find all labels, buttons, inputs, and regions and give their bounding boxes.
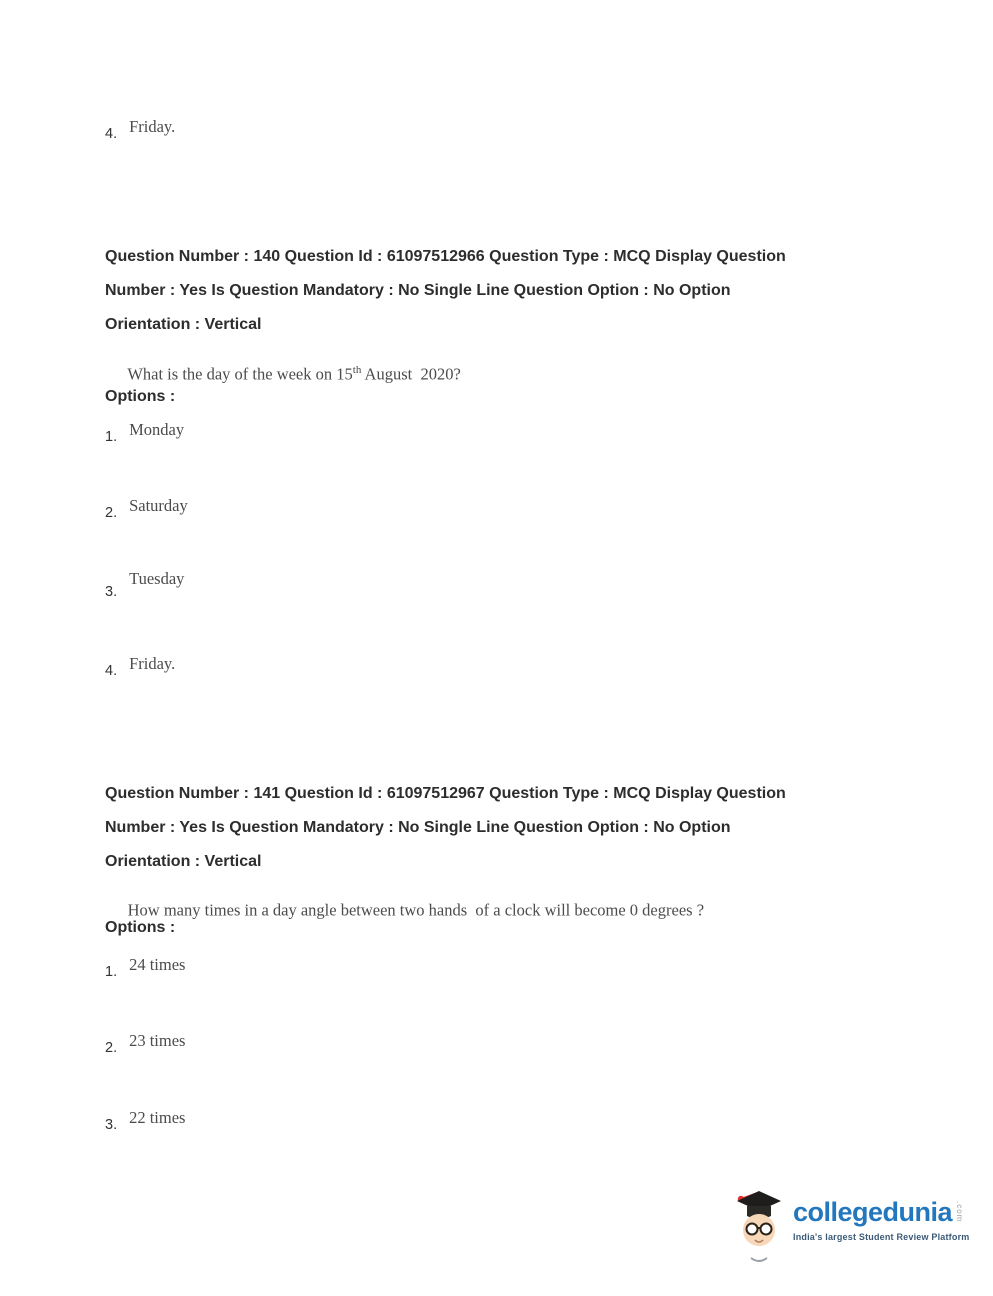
logo-tagline: India's largest Student Review Platform [793, 1232, 970, 1242]
option-text: 23 times [129, 1031, 186, 1050]
option-number: 1. [105, 429, 118, 445]
collegedunia-logo [733, 1185, 969, 1270]
option-number: 3. [105, 1117, 118, 1133]
option-number: 2. [105, 1040, 118, 1056]
option-text: Friday. [129, 117, 176, 136]
option-row [105, 117, 175, 142]
question-header-line: Orientation : Vertical [105, 316, 262, 333]
logo-text-block [793, 1185, 969, 1242]
option-row [105, 955, 185, 980]
question-header-line: Number : Yes Is Question Mandatory : No Single Line Question Option : No Option [105, 282, 731, 299]
question-header [105, 777, 786, 879]
logo-domain-suffix: .com [955, 1201, 965, 1223]
option-row [105, 569, 184, 600]
question-header [105, 240, 786, 342]
option-row [105, 1031, 185, 1056]
option-text: Tuesday [129, 569, 185, 588]
option-row [105, 654, 175, 679]
option-text: 24 times [129, 955, 186, 974]
option-row [105, 420, 184, 445]
question-header-line: Question Number : 141 Question Id : 61097512967 Question Type : MCQ Display Question [105, 785, 786, 802]
option-number: 3. [105, 584, 118, 600]
collegedunia-mascot-icon [733, 1185, 785, 1270]
question-header-line: Orientation : Vertical [105, 853, 262, 870]
option-text: Monday [129, 420, 185, 439]
question-text-superscript: th [352, 364, 362, 376]
logo-wordmark: collegedunia [793, 1197, 953, 1227]
question-text-pre: What is the day of the week on 15 [123, 364, 353, 384]
question-text-pre: How many times in a day angle between two hands of a clock will become 0 degrees ? [123, 900, 705, 920]
option-number: 4. [105, 663, 118, 679]
option-number: 4. [105, 126, 118, 142]
options-label: Options : [105, 388, 176, 405]
option-row [105, 496, 188, 521]
options-label: Options : [105, 919, 176, 936]
question-text-post: August 2020? [361, 364, 461, 384]
question-text [107, 880, 704, 941]
question-header-line: Question Number : 140 Question Id : 61097512966 Question Type : MCQ Display Question [105, 248, 786, 265]
option-row [105, 1108, 185, 1133]
option-number: 1. [105, 964, 118, 980]
option-text: Saturday [129, 496, 188, 515]
question-header-line: Number : Yes Is Question Mandatory : No Single Line Question Option : No Option [105, 819, 731, 836]
option-number: 2. [105, 505, 118, 521]
option-text: 22 times [129, 1108, 186, 1127]
option-text: Friday. [129, 654, 176, 673]
